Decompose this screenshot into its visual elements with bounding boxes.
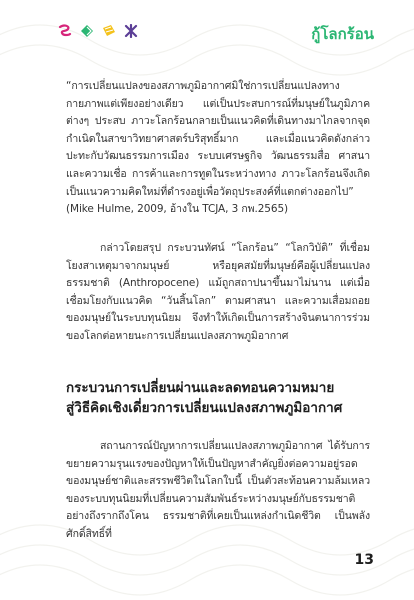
section-heading-line2: สู่วิธีคิดเชิงเดี่ยวการเปลี่ยนแปลงสภาพภูมิอากาศ [66, 400, 343, 416]
section-heading [66, 378, 386, 418]
section-heading-line1: กระบวนการเปลี่ยนผ่านและลดทอนความหมาย [66, 380, 335, 396]
page-number: 13 [354, 552, 374, 568]
magenta-swirl-icon [58, 24, 72, 38]
green-leaf-icon [80, 24, 94, 38]
header-title: กู้โลกร้อน [311, 25, 374, 43]
quote-paragraph: “การเปลี่ยนแปลงของสภาพภูมิอากาศมิใช่การเปลี่ยนแปลงทางกายภาพแต่เพียงอย่างเดียว แต่เป็นประสบการณ์ที่มนุษย์ในภูมิภาคต่างๆ ประสบ ภาวะโลกร้อนกลายเป็นแนวคิดที่เดินทางมาไกลจากจุดกำเนิดในสาขาวิทยาศาสตร์บริสุทธิ์มาก และเมื่อแนวคิดดังกล่าวปะทะกับวัฒนธรรมการเมือง ระบบเศรษฐกิจ วัฒนธรรมสื่อ ศาสนาและความเชื่อ การค้าและการทูตในระหว่างทาง ภาวะโลกร้อนจึงเกิดเป็นแนวความคิดใหม่ที่ดำรงอยู่เพื่อวัตถุประสงค์ที่แตกต่างออกไป” (Mike Hulme, 2009, อ้างใน TCJA, 3 กพ.2565) [66, 80, 370, 216]
section-paragraph: สถานการณ์ปัญหาการเปลี่ยนแปลงสภาพภูมิอากาศ ได้รับการขยายความรุนแรงของปัญหาให้เป็นปัญหาสำคัญยิ่งต่อความอยู่รอดของมนุษย์ชาติและสรรพชีวิตในโลกใบนี้ เป็นตัวสะท้อนความล้มเหลวของระบบทุนนิยมที่เปลี่ยนความสัมพันธ์ระหว่างมนุษย์กับธรรมชาติอย่างถึงรากถึงโคน ธรรมชาติที่เคยเป็นแหล่งกำเนิดชีวิต เป็นพลังศักดิ์สิทธิ์ที่ [66, 440, 370, 540]
purple-cross-icon [124, 24, 138, 38]
yellow-flag-icon [102, 24, 116, 38]
summary-paragraph: กล่าวโดยสรุป กระบวนทัศน์ “โลกร้อน” “โลกวิบัติ” ที่เชื่อมโยงสาเหตุมาจากมนุษย์ หรือยุคสมัยที่มนุษย์คือผู้เปลี่ยนแปลงธรรมชาติ (Anthropocene) แม้ถูกสถาปนาขึ้นมาไม่นาน แต่เมื่อเชื่อมโยงกับแนวคิด “วันสิ้นโลก” ตามศาสนา และความเสื่อมถอยของมนุษย์ในระบบทุนนิยม จึงทำให้เกิดเป็นการสร้างจินตนาการร่วมของโลกต่อหายนะการเปลี่ยนแปลงสภาพภูมิอากาศ [66, 242, 370, 342]
partner-logos [58, 24, 138, 38]
